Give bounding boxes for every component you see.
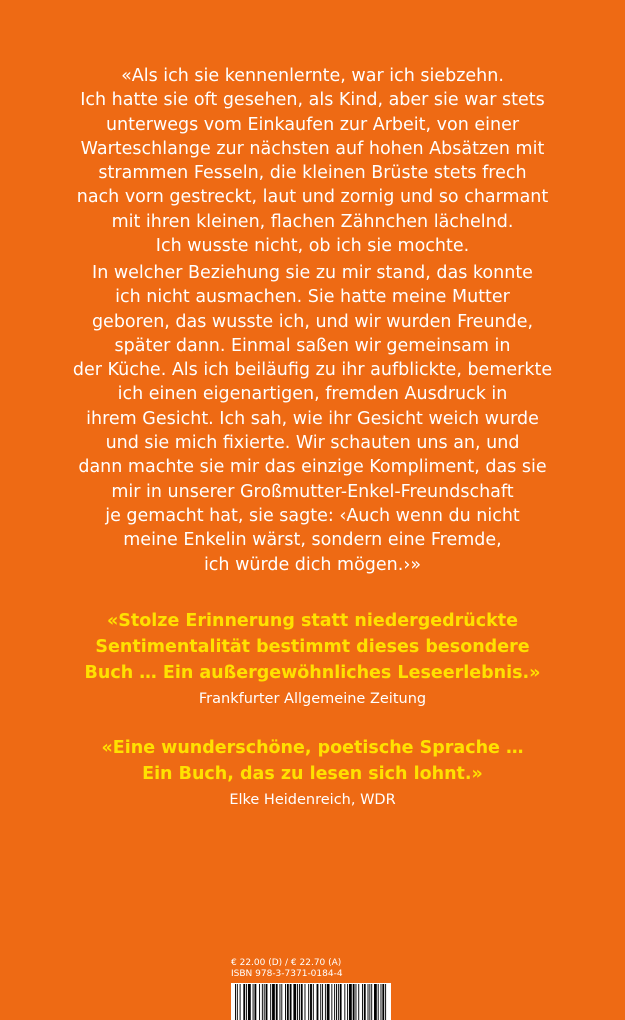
barcode-bar: [254, 984, 256, 1020]
barcode-bar: [240, 984, 241, 1020]
barcode-bar: [355, 984, 356, 1020]
barcode-bar: [305, 984, 306, 1020]
barcode-bar: [322, 984, 323, 1020]
barcode-bar: [369, 984, 370, 1020]
barcode-bar: [381, 984, 382, 1020]
barcode-bar: [340, 984, 342, 1020]
barcode-bar: [235, 984, 236, 1020]
barcode-bar: [308, 984, 309, 1020]
barcode-bar: [313, 984, 314, 1020]
barcode-bar: [237, 984, 238, 1020]
excerpt-line: ich nicht ausmachen. Sie hatte meine Mutter: [115, 287, 510, 308]
barcode-bar: [353, 984, 355, 1020]
excerpt-line: geboren, das wusste ich, und wir wurden Freunde,: [91, 311, 534, 332]
excerpt-line: meine Enkelin wärst, sondern eine Fremde,: [123, 530, 502, 551]
barcode-bar: [317, 984, 319, 1020]
barcode-bar: [382, 984, 384, 1020]
excerpt-line: je gemacht hat, sie sagte: ‹Auch wenn du nicht: [105, 505, 520, 526]
barcode-bar: [293, 984, 296, 1020]
barcode-bar: [266, 984, 268, 1020]
barcode-bar: [248, 984, 251, 1020]
review-quote-line: «Eine wunderschöne, poetische Sprache …: [101, 738, 524, 758]
excerpt-line: ich einen eigenartigen, fremden Ausdruck in: [117, 384, 508, 405]
review-quote-line: Sentimentalität bestimmt dieses besondere: [95, 637, 530, 657]
barcode-bar: [301, 984, 303, 1020]
barcode-bar: [374, 984, 377, 1020]
barcode-bar: [362, 984, 363, 1020]
barcode-bar: [331, 984, 332, 1020]
review-source-faz: Frankfurter Allgemeine Zeitung: [198, 691, 427, 707]
barcode-bar: [338, 984, 339, 1020]
barcode-bar: [243, 984, 245, 1020]
barcode-bar: [253, 984, 254, 1020]
excerpt-line: In welcher Beziehung sie zu mir stand, das konnte: [92, 263, 533, 283]
barcode-bar: [364, 984, 366, 1020]
barcode-bar: [344, 984, 345, 1020]
excerpt-line: nach vorn gestreckt, laut und zornig und so charmant: [76, 187, 549, 208]
excerpt-paragraph-2: [30, 261, 595, 577]
excerpt-paragraph-1: [30, 64, 595, 258]
barcode-bar: [259, 984, 260, 1020]
barcode-bar: [347, 984, 348, 1020]
barcode-bar: [334, 984, 335, 1020]
barcode-bar: [327, 984, 330, 1020]
review-quote-faz: [20, 608, 605, 686]
barcode-bar: [310, 984, 312, 1020]
barcode-graphic: [231, 983, 391, 1020]
barcode-bar: [246, 984, 247, 1020]
barcode-bar: [287, 984, 289, 1020]
barcode-bar: [358, 984, 359, 1020]
isbn-label: ISBN 978-3-7371-0184-4: [231, 969, 343, 979]
review-quote-wdr: [20, 735, 605, 787]
excerpt-line: mit ihren kleinen, flachen Zähnchen lächelnd.: [111, 211, 514, 232]
excerpt-line: dann machte sie mir das einzige Kompliment, das sie: [78, 457, 547, 478]
barcode-bar: [281, 984, 282, 1020]
barcode-bar: [285, 984, 286, 1020]
excerpt-line: und sie mich fixierte. Wir schauten uns an, und: [105, 433, 520, 454]
barcode-bar: [264, 984, 265, 1020]
barcode-bar: [270, 984, 271, 1020]
excerpt-line: «Als ich sie kennenlernte, war ich siebzehn.: [121, 66, 504, 86]
excerpt-line: strammen Fesseln, die kleinen Brüste stets frech: [98, 163, 527, 184]
barcode-bar: [378, 984, 379, 1020]
barcode-bar: [368, 984, 369, 1020]
barcode-bar: [290, 984, 292, 1020]
barcode-bar: [320, 984, 321, 1020]
barcode-bar: [279, 984, 280, 1020]
review-quote-line: Ein Buch, das zu lesen sich lohnt.»: [142, 764, 483, 784]
barcode: [231, 983, 391, 1020]
price-label: € 22.00 (D) / € 22.70 (A): [231, 958, 342, 968]
excerpt-line: später dann. Einmal saßen wir gemeinsam in: [114, 335, 511, 356]
barcode-bar: [276, 984, 278, 1020]
excerpt-line: ihrem Gesicht. Ich sah, wie ihr Gesicht weich wurde: [86, 408, 539, 429]
barcode-bar: [325, 984, 326, 1020]
excerpt-line: der Küche. Als ich beiläufig zu ihr aufblickte, bemerkte: [72, 360, 553, 381]
excerpt-line: Ich wusste nicht, ob ich sie mochte.: [155, 236, 470, 257]
excerpt-line: mir in unserer Großmutter-Enkel-Freundschaft: [111, 481, 514, 502]
barcode-bar: [272, 984, 275, 1020]
review-quote-line: Buch … Ein außergewöhnliches Leseerlebnis.»: [84, 663, 541, 683]
excerpt-line: Warteschlange zur nächsten auf hohen Absätzen mit: [80, 138, 545, 159]
barcode-bar: [299, 984, 300, 1020]
excerpt-line: unterwegs vom Einkaufen zur Arbeit, von einer: [105, 114, 520, 135]
excerpt-line: ich würde dich mögen.›»: [203, 554, 422, 575]
barcode-bar: [385, 984, 386, 1020]
barcode-bar: [297, 984, 298, 1020]
barcode-bar: [336, 984, 337, 1020]
barcode-bar: [262, 984, 263, 1020]
excerpt-line: Ich hatte sie oft gesehen, als Kind, aber sie war stets: [80, 90, 545, 111]
barcode-bar: [349, 984, 352, 1020]
review-quote-line: «Stolze Erinnerung statt niedergedrückte: [106, 611, 518, 631]
barcode-bar: [371, 984, 372, 1020]
review-source-wdr: Elke Heidenreich, WDR: [229, 792, 396, 808]
